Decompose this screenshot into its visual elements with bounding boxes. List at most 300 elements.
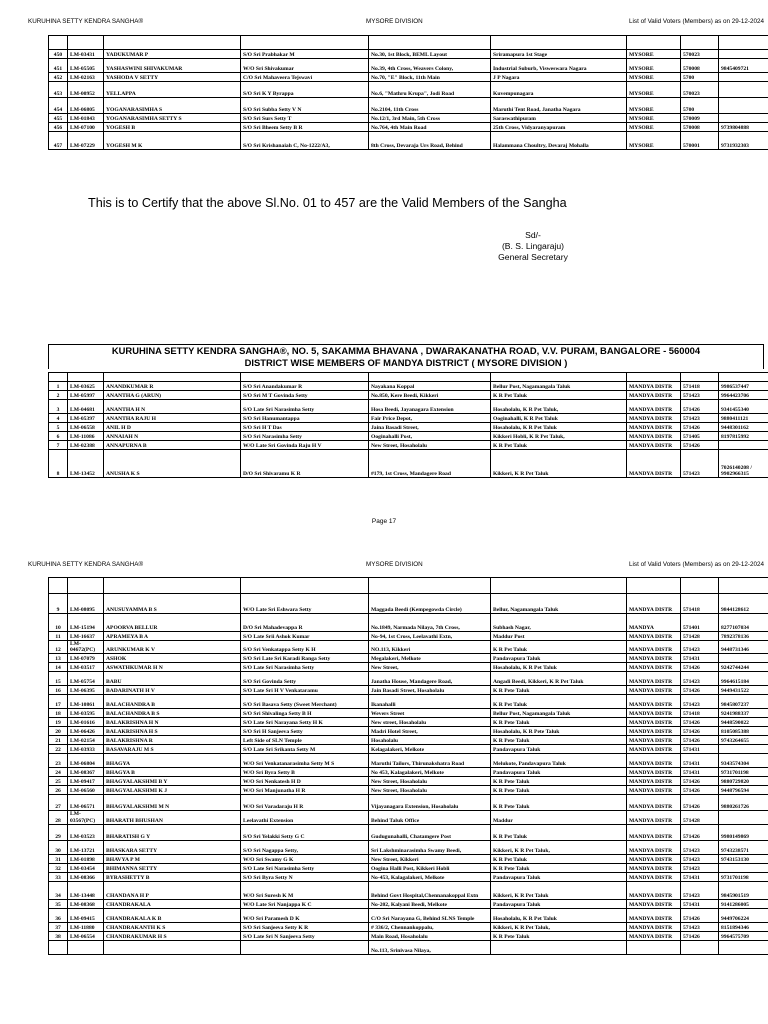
member-id-cell: LM-04681 [68, 400, 104, 414]
member-name-cell: ANNAPURNA B [104, 441, 241, 450]
member-name-cell: CHANDRAKANTH K S [104, 922, 241, 931]
member-id-cell: LM-05754 [68, 672, 104, 686]
member-id-cell: LM-05997 [68, 391, 104, 400]
member-name-cell: ASHOK [104, 654, 241, 663]
member-name-cell: BHASKARA SETTY [104, 840, 241, 854]
table-row [49, 614, 768, 632]
serial-cell: 26 [49, 786, 68, 795]
relation-cell: S/O Sri H T Das [241, 423, 369, 432]
locality-cell: Angadi Beedi, Kikkeri, K R Pet Taluk [491, 672, 627, 686]
pincode-cell: 571423 [681, 391, 719, 400]
member-id-cell: LM-05505 [68, 59, 104, 73]
relation-cell: Leelavathi Extension [241, 811, 369, 824]
pincode-cell [681, 373, 719, 382]
locality-cell: Pandavapura Taluk [491, 872, 627, 881]
pincode-cell: 571423 [681, 641, 719, 654]
pincode-cell: 571431 [681, 754, 719, 768]
relation-cell: S/O Sri Sanjeeva Setty K R [241, 922, 369, 931]
pincode-cell: 5700 [681, 98, 719, 114]
member-name-cell: BHAVYA P M [104, 854, 241, 863]
header-division: MYSORE DIVISION [366, 18, 423, 25]
address-cell: Maggada Beedi (Kempegowda Circle) [369, 594, 491, 614]
serial-cell: 450 [49, 50, 68, 59]
locality-cell: Kuvempunagara [491, 82, 627, 98]
locality-cell: K R Pete Taluk [491, 863, 627, 872]
phone-cell: 9964423706 [719, 391, 768, 400]
relation-cell: S/O Sri H Sanjeeva Setty [241, 727, 369, 736]
pincode-cell: 571418 [681, 709, 719, 718]
phone-cell: 7892378136 [719, 632, 768, 641]
serial-cell: 5 [49, 423, 68, 432]
phone-cell: 9880729820 [719, 777, 768, 786]
serial-cell: 37 [49, 922, 68, 931]
relation-cell: S/O Late Sri H V Venkataramu [241, 686, 369, 695]
district-cell: MANDYA DISTR [627, 786, 681, 795]
table-row [49, 632, 768, 641]
address-cell: No.1849, Narmada Nilaya, 7th Cross, [369, 614, 491, 632]
serial-cell [49, 578, 68, 594]
address-cell: Sri Lakshminarasimha Swamy Beedi, [369, 840, 491, 854]
member-id-cell: LM-03523 [68, 824, 104, 840]
address-cell: New Street, Kikkeri [369, 854, 491, 863]
address-cell: #179, 1st Cross, Mandagere Road [369, 450, 491, 478]
relation-cell: S/O Late Sri Narasimha Setty [241, 400, 369, 414]
address-cell: New street, Hosaholalu [369, 718, 491, 727]
phone-cell: 9743264655 [719, 736, 768, 745]
pincode-cell: 570009 [681, 114, 719, 123]
district-cell [627, 578, 681, 594]
locality-cell: Hosaholalu, K R Pet Taluk [491, 663, 627, 672]
address-cell: No.113, Srinivasa Nilaya, [369, 940, 491, 954]
member-id-cell: LM-00952 [68, 82, 104, 98]
pincode-cell: 571426 [681, 663, 719, 672]
pincode-cell: 571418 [681, 382, 719, 391]
table-row [49, 654, 768, 663]
member-id-cell: LM-06554 [68, 931, 104, 940]
member-id-cell: LM-06560 [68, 786, 104, 795]
locality-cell: K R Pet Taluk [491, 695, 627, 709]
locality-cell: Ooginahalli, K R Pet Taluk [491, 414, 627, 423]
member-id-cell: LM-09415 [68, 908, 104, 922]
locality-cell: Subhash Nagar, [491, 614, 627, 632]
address-cell: New Street, Hosaholalu [369, 777, 491, 786]
serial-cell: 28 [49, 811, 68, 824]
serial-cell: 33 [49, 872, 68, 881]
phone-cell: 9743153130 [719, 854, 768, 863]
address-cell: Ikanahalli [369, 695, 491, 709]
table-row [49, 854, 768, 863]
member-id-cell: LM-02163 [68, 73, 104, 82]
phone-cell [719, 745, 768, 754]
relation-cell [241, 940, 369, 954]
address-cell: Gudugunahalli, Chatamgere Post [369, 824, 491, 840]
member-name-cell [104, 940, 241, 954]
table-row [49, 82, 768, 98]
serial-cell: 451 [49, 59, 68, 73]
address-cell: Maruthi Tailors, Thirunakshatra Road [369, 754, 491, 768]
locality-cell: Kikkeri, K R Pet Taluk [491, 881, 627, 899]
member-name-cell: BHARATH BHUSHAN [104, 811, 241, 824]
member-id-cell: LM-03567(PC) [68, 811, 104, 824]
district-cell: MANDYA DISTR [627, 840, 681, 854]
member-name-cell: APOORVA BELLUR [104, 614, 241, 632]
member-name-cell: BHAGYA B [104, 768, 241, 777]
address-cell: Kelagalakeri, Melkote [369, 745, 491, 754]
pincode-cell: 570008 [681, 59, 719, 73]
district-cell: MANDYA DISTR [627, 854, 681, 863]
pincode-cell: 571423 [681, 863, 719, 872]
member-name-cell: YELLAPPA [104, 82, 241, 98]
table-row [49, 432, 768, 441]
district-cell: MANDYA DISTR [627, 663, 681, 672]
locality-cell: J P Nagara [491, 73, 627, 82]
table-row [49, 578, 768, 594]
locality-cell: Hosaholalu, K R Pet Taluk [491, 908, 627, 922]
serial-cell: 19 [49, 718, 68, 727]
pincode-cell: 571423 [681, 840, 719, 854]
phone-cell: 9731701198 [719, 872, 768, 881]
locality-cell: Kikkeri Hobli, K R Pet Taluk, [491, 432, 627, 441]
member-name-cell: BALACHANDRA B S [104, 709, 241, 718]
member-id-cell: LM-03517 [68, 663, 104, 672]
serial-cell: 38 [49, 931, 68, 940]
members-table-mandya-b [48, 577, 768, 955]
phone-cell: 9986537447 [719, 382, 768, 391]
member-id-cell: LM-11086 [68, 432, 104, 441]
address-cell [369, 578, 491, 594]
relation-cell: S/O Sri Basava Setty (Sweet Merchant) [241, 695, 369, 709]
pincode-cell: 571426 [681, 441, 719, 450]
certificate-statement: This is to Certify that the above Sl.No. 01 to 457 are the Valid Members of the Sangha [88, 196, 567, 210]
phone-cell: 9448301162 [719, 423, 768, 432]
member-name-cell: BALAKRISHNA R [104, 736, 241, 745]
address-cell: C/O Sri Narayana G, Behind SLNS Temple [369, 908, 491, 922]
locality-cell: K R Pete Taluk [491, 736, 627, 745]
member-name-cell: BASAVARAJU M S [104, 745, 241, 754]
table-row [49, 931, 768, 940]
header-voters-list: List of Valid Voters (Members) as on 29-12-2024 [629, 18, 764, 25]
address-cell: No.70, "E" Block, 11th Main [369, 73, 491, 82]
pincode-cell: 571428 [681, 632, 719, 641]
district-cell: MANDYA DISTR [627, 414, 681, 423]
serial-cell: 35 [49, 899, 68, 908]
address-cell: No.30, 1st Block, BEML Layout [369, 50, 491, 59]
district-title [48, 344, 764, 369]
table-row [49, 686, 768, 695]
member-name-cell: BHIMANNA SETTY [104, 863, 241, 872]
phone-cell: 9448590022 [719, 718, 768, 727]
pincode-cell: 571418 [681, 594, 719, 614]
member-name-cell: YOGANARASIMHA SETTY S [104, 114, 241, 123]
table-row [49, 98, 768, 114]
pincode-cell: 571428 [681, 811, 719, 824]
member-id-cell: LM-06395 [68, 686, 104, 695]
member-id-cell: LM-06558 [68, 423, 104, 432]
address-cell: Behind Govt Hospital,Chennanakoppal Extn [369, 881, 491, 899]
district-cell: MANDYA DISTR [627, 908, 681, 922]
member-id-cell [68, 36, 104, 50]
member-name-cell: APRAMEYA B A [104, 632, 241, 641]
table-row [49, 450, 768, 478]
member-name-cell: ANANTHA H N [104, 400, 241, 414]
pincode-cell: 571426 [681, 777, 719, 786]
member-name-cell: YASHASWINI SHIVAKUMAR [104, 59, 241, 73]
address-cell: Megalakeri, Melkote [369, 654, 491, 663]
page-header-second [0, 561, 768, 573]
locality-cell: Maruthi Tent Road, Janatha Nagara [491, 98, 627, 114]
relation-cell: W/O Late Sri Govinda Raju H V [241, 441, 369, 450]
address-cell: No.12/1, 3rd Main, 5th Cross [369, 114, 491, 123]
address-cell: Vijayanagara Extension, Hosaholalu [369, 795, 491, 811]
member-name-cell [104, 36, 241, 50]
relation-cell: W/O Sri Swamy G K [241, 854, 369, 863]
table-row [49, 840, 768, 854]
district-cell: MANDYA DISTR [627, 718, 681, 727]
table-row [49, 754, 768, 768]
locality-cell: 25th Cross, Vidyaranyapuram [491, 123, 627, 132]
district-cell: MANDYA DISTR [627, 795, 681, 811]
relation-cell: S/O Sri Hanumantappa [241, 414, 369, 423]
pincode-cell [681, 578, 719, 594]
phone-cell: 9743238571 [719, 840, 768, 854]
phone-cell: 8105085388 [719, 727, 768, 736]
address-cell: Madri Hotel Street, [369, 727, 491, 736]
member-name-cell: ANANDKUMAR R [104, 382, 241, 391]
member-id-cell: LM-09417 [68, 777, 104, 786]
serial-cell: 1 [49, 382, 68, 391]
member-id-cell: LM-13448 [68, 881, 104, 899]
district-cell: MANDYA DISTR [627, 709, 681, 718]
relation-cell: S/O Sri Subba Setty V N [241, 98, 369, 114]
table-row [49, 391, 768, 400]
address-cell: Jain Basadi Street, Hosaholalu [369, 686, 491, 695]
pincode-cell: 571426 [681, 423, 719, 432]
serial-cell: 453 [49, 82, 68, 98]
pincode-cell: 571431 [681, 872, 719, 881]
serial-cell: 454 [49, 98, 68, 114]
locality-cell: Hosaholalu, K R Pet Taluk [491, 423, 627, 432]
member-id-cell: LM-06805 [68, 98, 104, 114]
district-cell [627, 36, 681, 50]
locality-cell: Pandavapura Taluk [491, 654, 627, 663]
relation-cell: S/O Sri Govinda Setty [241, 672, 369, 686]
member-name-cell: ANIL H D [104, 423, 241, 432]
address-cell: 8th Cross, Devaraja Urs Road, Behind [369, 132, 491, 150]
locality-cell [491, 578, 627, 594]
phone-cell [719, 654, 768, 663]
locality-cell: Pandavapura Taluk [491, 745, 627, 754]
address-cell: No-453, Kalagalakeri, Melkote [369, 872, 491, 881]
pincode-cell: 571426 [681, 795, 719, 811]
table-row [49, 795, 768, 811]
pincode-cell: 571431 [681, 654, 719, 663]
table-row [49, 400, 768, 414]
relation-cell: W/O Sri Varadaraju H R [241, 795, 369, 811]
district-cell: MYSORE [627, 98, 681, 114]
serial-cell: 14 [49, 663, 68, 672]
district-cell: MANDYA DISTR [627, 863, 681, 872]
header-division: MYSORE DIVISION [366, 561, 423, 568]
serial-cell: 30 [49, 840, 68, 854]
address-cell: Janatha House, Mandagere Road, [369, 672, 491, 686]
district-title-heading: DISTRICT WISE MEMBERS OF MANDYA DISTRICT ( MYSORE DIVISION ) [244, 357, 568, 368]
member-name-cell: YASHODA V SETTY [104, 73, 241, 82]
locality-cell: K R Pete Taluk [491, 777, 627, 786]
locality-cell: K R Pet Taluk [491, 391, 627, 400]
member-name-cell: ANNAIAH N [104, 432, 241, 441]
member-id-cell: LM-07079 [68, 654, 104, 663]
pincode-cell: 571426 [681, 686, 719, 695]
serial-cell: 13 [49, 654, 68, 663]
member-id-cell: LM-06571 [68, 795, 104, 811]
serial-cell: 10 [49, 614, 68, 632]
address-cell: NO.113, Kikkeri [369, 641, 491, 654]
member-id-cell: LM-03431 [68, 50, 104, 59]
member-id-cell: LM-07100 [68, 123, 104, 132]
phone-cell: 9343574304 [719, 754, 768, 768]
relation-cell: W/O Sri Byra Setty B [241, 768, 369, 777]
member-id-cell: LM-08367 [68, 768, 104, 777]
member-id-cell: LM-03933 [68, 745, 104, 754]
serial-cell: 24 [49, 768, 68, 777]
address-cell: Nayakana Koppal [369, 382, 491, 391]
phone-cell [719, 73, 768, 82]
serial-cell: 27 [49, 795, 68, 811]
phone-cell: 9448796594 [719, 786, 768, 795]
district-cell: MYSORE [627, 50, 681, 59]
serial-cell: 23 [49, 754, 68, 768]
pincode-cell: 571426 [681, 786, 719, 795]
table-row [49, 382, 768, 391]
member-name-cell: BHAGYA [104, 754, 241, 768]
members-table-mysore [48, 35, 768, 150]
district-cell: MANDYA DISTR [627, 872, 681, 881]
serial-cell: 18 [49, 709, 68, 718]
member-id-cell: LM-07229 [68, 132, 104, 150]
district-cell: MANDYA DISTR [627, 382, 681, 391]
relation-cell: S/O Late Sri N Sanjeeva Setty [241, 931, 369, 940]
locality-cell: K R Pet Taluk [491, 641, 627, 654]
district-cell: MANDYA DISTR [627, 695, 681, 709]
pincode-cell: 571423 [681, 450, 719, 478]
pincode-cell: 570023 [681, 82, 719, 98]
locality-cell: Melukote, Pandavapura Taluk [491, 754, 627, 768]
member-id-cell: LM-08368 [68, 899, 104, 908]
address-cell: Ooginahalli Post, [369, 432, 491, 441]
table-row [49, 881, 768, 899]
address-cell: Oogina Halli Post, Kikkeri Hobli [369, 863, 491, 872]
address-cell [369, 373, 491, 382]
member-id-cell: LM-13452 [68, 450, 104, 478]
member-name-cell: YOGESH M K [104, 132, 241, 150]
locality-cell: K R Pete Taluk [491, 718, 627, 727]
member-id-cell: LM-13721 [68, 840, 104, 854]
serial-cell: 7 [49, 441, 68, 450]
pincode-cell: 571423 [681, 881, 719, 899]
pincode-cell: 571405 [681, 432, 719, 441]
member-name-cell: CHANDRAKALA K B [104, 908, 241, 922]
district-cell: MANDYA [627, 614, 681, 632]
serial-cell: 21 [49, 736, 68, 745]
locality-cell: Pandavapura Taluk [491, 768, 627, 777]
relation-cell: S/O Late Sri Srikanta Setty M [241, 745, 369, 754]
member-name-cell: BHARATISH G Y [104, 824, 241, 840]
table-row [49, 899, 768, 908]
phone-cell: 9880261726 [719, 795, 768, 811]
serial-cell: 12 [49, 641, 68, 654]
serial-cell: 3 [49, 400, 68, 414]
serial-cell: 15 [49, 672, 68, 686]
pincode-cell: 570008 [681, 123, 719, 132]
table-row [49, 414, 768, 423]
page-header-top [0, 18, 768, 30]
district-cell: MYSORE [627, 132, 681, 150]
district-cell: MANDYA DISTR [627, 400, 681, 414]
address-cell: Hosa Beedi, Jayanagara Extension [369, 400, 491, 414]
table-row [49, 908, 768, 922]
phone-cell: 9242744244 [719, 663, 768, 672]
table-row [49, 872, 768, 881]
district-cell: MANDYA DISTR [627, 745, 681, 754]
table-row [49, 718, 768, 727]
phone-cell [719, 441, 768, 450]
relation-cell: W/O Sri Shivakumar [241, 59, 369, 73]
serial-cell [49, 373, 68, 382]
address-cell: Jaina Basadi Street, [369, 423, 491, 432]
relation-cell: S/O Late Sri Narasimha Setty [241, 663, 369, 672]
table-row [49, 73, 768, 82]
page-number: Page 17 [371, 518, 397, 525]
pincode-cell: 570023 [681, 50, 719, 59]
member-id-cell: LM-03454 [68, 863, 104, 872]
address-cell: # 336/2, Chennankoppalu, [369, 922, 491, 931]
district-cell: MYSORE [627, 73, 681, 82]
table-row [49, 786, 768, 795]
phone-cell [719, 36, 768, 50]
address-cell: Hosaholalu [369, 736, 491, 745]
district-cell: MANDYA DISTR [627, 654, 681, 663]
locality-cell: Maddur [491, 811, 627, 824]
locality-cell: K R Pet Taluk [491, 824, 627, 840]
phone-cell: 9880411121 [719, 414, 768, 423]
member-name-cell: BYRASHETTY B [104, 872, 241, 881]
pincode-cell: 571423 [681, 854, 719, 863]
member-name-cell: YOGANARASIMHA S [104, 98, 241, 114]
district-cell: MANDYA DISTR [627, 736, 681, 745]
phone-cell [719, 940, 768, 954]
district-cell: MYSORE [627, 123, 681, 132]
district-cell: MANDYA DISTR [627, 450, 681, 478]
locality-cell: Maddur Post [491, 632, 627, 641]
serial-cell [49, 36, 68, 50]
member-name-cell: BHAGYALAKSHMI K J [104, 786, 241, 795]
member-id-cell: LM-01616 [68, 718, 104, 727]
serial-cell: 17 [49, 695, 68, 709]
relation-cell: D/O Sri Mahadevappa R [241, 614, 369, 632]
serial-cell: 9 [49, 594, 68, 614]
phone-cell: 9449431522 [719, 686, 768, 695]
serial-cell: 456 [49, 123, 68, 132]
phone-cell: 9845901519 [719, 881, 768, 899]
district-cell: MANDYA DISTR [627, 686, 681, 695]
pincode-cell: 571431 [681, 745, 719, 754]
locality-cell: K R Pete Taluk [491, 786, 627, 795]
header-org: KURUHINA SETTY KENDRA SANGHA® [28, 18, 144, 25]
locality-cell: Kikkeri, K R Pet Taluk [491, 450, 627, 478]
table-row [49, 922, 768, 931]
member-id-cell: LM-01843 [68, 114, 104, 123]
phone-cell [719, 373, 768, 382]
